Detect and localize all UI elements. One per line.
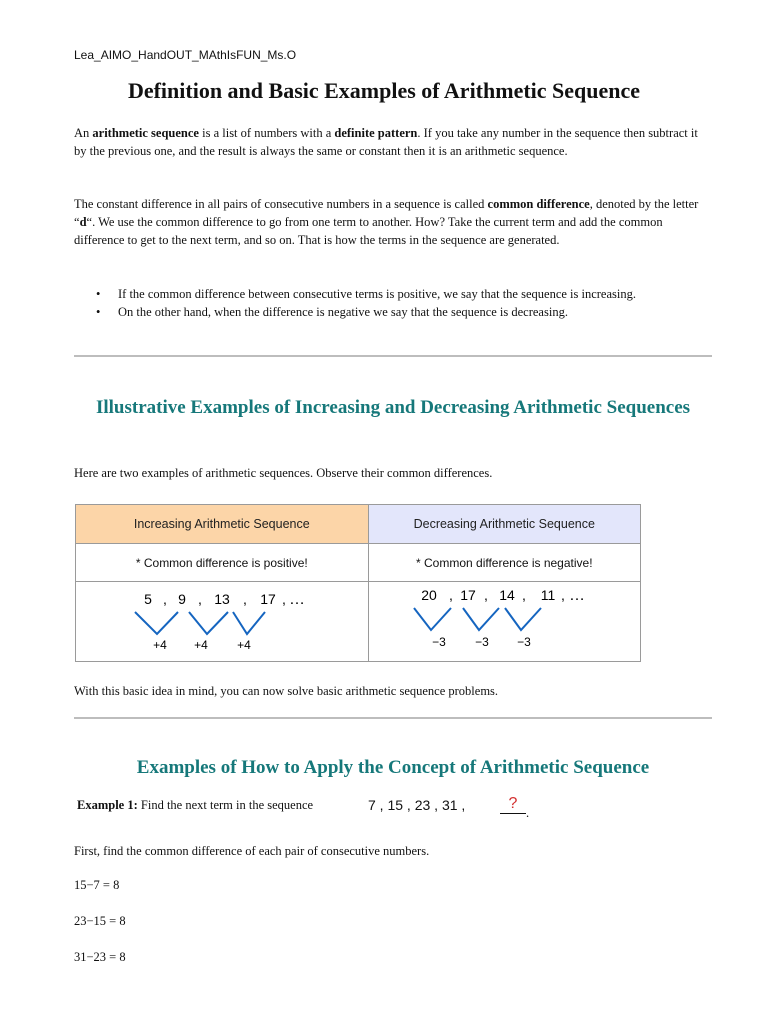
intro-paragraph-2: The constant difference in all pairs of consecutive numbers in a sequence is called common difference, denoted by the letter “d“. We use the common difference to go from one term to another. How? Take the current term and add the common difference to get to the next term, and so on. That is how the terms in the sequence are generated. [74,197,699,247]
ellipsis: … [288,591,305,608]
seq-term: 14 [499,587,516,603]
decreasing-diagram [369,582,639,656]
seq-term: 9 [177,591,186,607]
increasing-diagram [77,582,367,656]
seq-separator: , [197,591,202,607]
increasing-header: Increasing Arithmetic Sequence [76,505,369,544]
decreasing-diagram-cell [368,582,640,662]
difference-vee-icon [135,612,178,634]
difference-vee-icon [233,612,265,634]
section-title-examples: Examples of How to Apply the Concept of Arithmetic Sequence [136,757,650,778]
seq-separator: , [281,591,286,607]
section-intro: Here are two examples of arithmetic sequences. Observe their common differences. [74,466,493,480]
difference-label: −3 [432,635,447,649]
document-filename: Lea_AIMO_HandOUT_MAthIsFUN_Ms.O [74,48,297,62]
seq-term: 11 [540,587,556,603]
calculation: 31−23 = 8 [74,950,126,964]
difference-label: −3 [475,635,490,649]
unknown-term: ? [500,795,526,814]
seq-separator: , [242,591,247,607]
section-title-illustrative: Illustrative Examples of Increasing and Decreasing Arithmetic Sequences [95,397,691,418]
list-item: • If the common difference between consecutive terms is positive, we say that the sequence is increasing. [96,287,636,301]
difference-label: −3 [517,635,532,649]
decreasing-note: * Common difference is negative! [368,544,640,582]
seq-term: 5 [143,591,152,607]
ellipsis: … [569,587,586,604]
seq-term: 20 [421,587,438,603]
difference-vee-icon [505,608,541,630]
seq-separator: , [162,591,167,607]
increasing-note: * Common difference is positive! [76,544,369,582]
difference-vee-icon [189,612,228,634]
term-definite-pattern: definite pattern [334,126,418,140]
seq-term: 17 [460,587,477,603]
difference-label: +4 [152,638,167,652]
step-1-text: First, find the common difference of each pair of consecutive numbers. [74,844,430,858]
seq-term: 13 [213,591,230,607]
page-title: Definition and Basic Examples of Arithmetic Sequence [127,78,641,103]
difference-vee-icon [463,608,499,630]
sentence-period: . [526,806,530,820]
seq-term: 17 [259,591,276,607]
seq-separator: , [484,587,489,603]
seq-separator: , [561,587,566,603]
calculation: 23−15 = 8 [74,914,126,928]
term-common-difference: common difference [487,197,590,211]
difference-vee-icon [414,608,451,630]
difference-label: +4 [193,638,208,652]
bullet-icon: • [96,305,101,319]
decreasing-header: Decreasing Arithmetic Sequence [368,505,640,544]
difference-label: +4 [236,638,251,652]
seq-separator: , [522,587,527,603]
bullet-list [74,286,704,322]
term-d: d [79,215,87,229]
increasing-diagram-cell [76,582,369,662]
term-arithmetic-sequence: arithmetic sequence [92,126,199,140]
example-1: Example 1: Find the next term in the sequence [77,798,314,812]
section-outro: With this basic idea in mind, you can now solve basic arithmetic sequence problems. [74,684,499,698]
example-label: Example 1: [77,798,138,812]
list-item: • On the other hand, when the difference is negative we say that the sequence is decreasing. [96,305,568,319]
intro-paragraph-1: An arithmetic sequence is a list of numbers with a definite pattern. If you take any number in the sequence then subtract it by the previous one, and the result is always the same or constant then it is an arithmetic sequence. [74,126,698,158]
seq-separator: , [449,587,454,603]
divider [74,355,712,357]
example-sequence: 7 , 15 , 23 , 31 , [368,797,466,813]
divider [74,717,712,719]
bullet-icon: • [96,287,101,301]
sequence-table [75,504,641,662]
calculation: 15−7 = 8 [74,878,120,892]
